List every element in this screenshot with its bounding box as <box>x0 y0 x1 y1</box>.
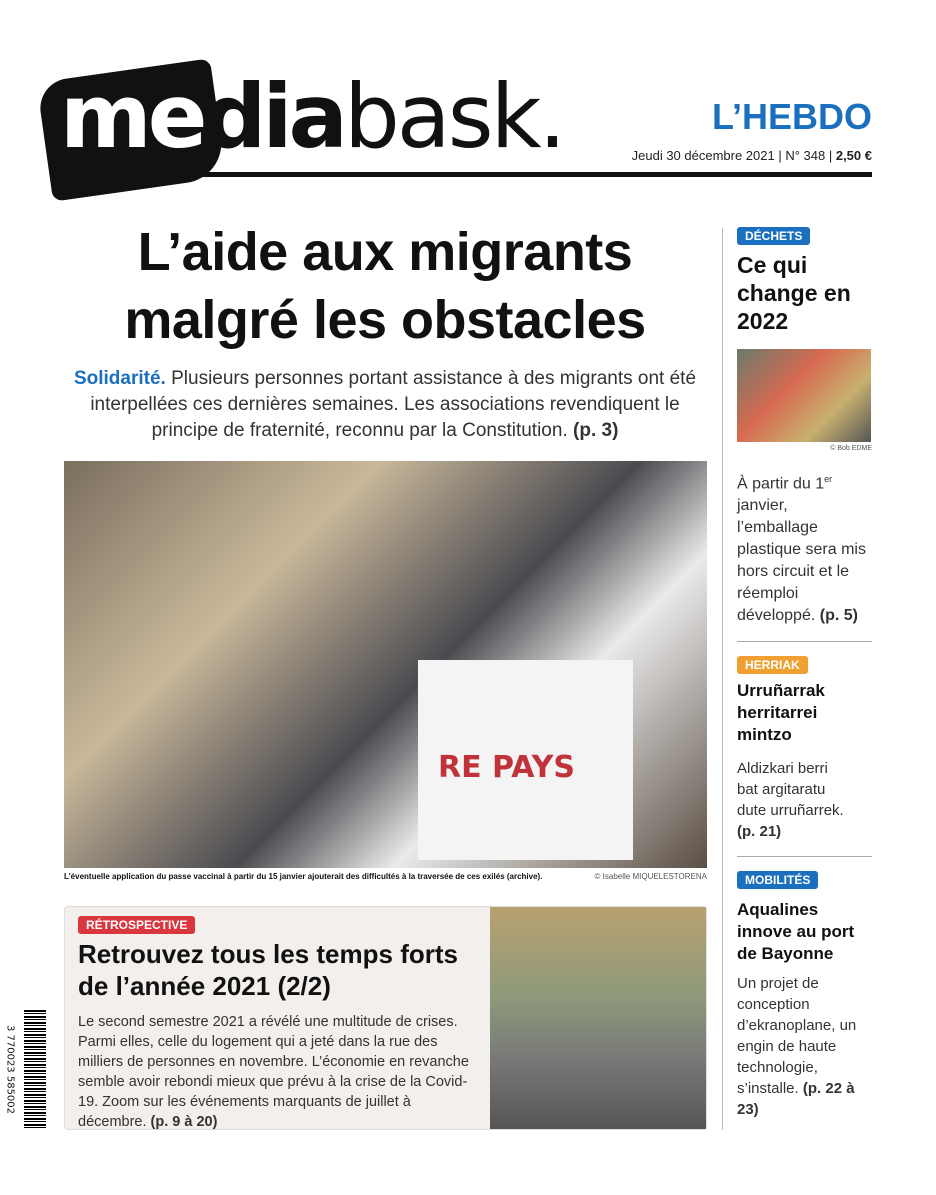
divider <box>737 641 872 642</box>
retro-tag: RÉTROSPECTIVE <box>78 916 195 934</box>
page-ref: (p. 5) <box>819 607 858 625</box>
sidebar-title[interactable]: Aqualines innove au port de Bayonne <box>737 900 855 964</box>
page-ref: (p. 9 à 20) <box>150 1114 218 1130</box>
kicker: Solidarité. <box>73 368 166 389</box>
body-text: À partir du 1 <box>737 475 825 493</box>
body-text: Un projet de conception d’ekranoplane, un engin de haute technologie, s’installe. <box>737 975 857 1098</box>
page-ref: (p. 21) <box>737 823 782 841</box>
lead-text <box>60 218 710 444</box>
lead-headline[interactable]: L’aide aux migrants malgré les obstacles <box>124 222 646 350</box>
page-ref: (p. 22 à 23) <box>737 1080 855 1119</box>
photo-credit: © Isabelle MIQUELESTORENA <box>594 872 707 881</box>
sidebar-title[interactable]: Urruñarrak herritarrei mintzo <box>737 681 825 745</box>
retro-text: Le second semestre 2021 a révélé une multitude de crises. Parmi elles, celle du logement qui a jeté dans la rue des milliers de personnes en novembre. L’économie en revanche semble avoir rebondi mieux que prévu à la crise de la Covid-19. Zoom sur les événements marquants de juillet à décembre. <box>78 1014 469 1130</box>
dateline: Jeudi 30 décembre 2021 | N° 348 | 2,50 € <box>631 148 872 163</box>
retro-photo <box>490 907 706 1129</box>
date: Jeudi 30 décembre 2021 <box>631 148 775 163</box>
sidebar-body <box>737 973 872 1120</box>
logo-part: dia <box>203 65 344 168</box>
retro-title[interactable]: Retrouvez tous les temps forts de l’année 2021 (2/2) <box>78 939 458 1001</box>
photo-caption: L’éventuelle application du passe vaccinal à partir du 15 janvier ajouterait des difficultés à la traversée de ces exilés (archive). <box>64 872 543 881</box>
page-ref: (p. 3) <box>573 420 619 441</box>
sidebar-tag: HERRIAK <box>737 656 808 674</box>
logo-part: me <box>60 65 204 168</box>
logo-suffix: bask. <box>343 65 564 168</box>
sidebar-tag: MOBILITÉS <box>737 871 818 889</box>
body-text: Aldizkari berri bat argitaratu dute urruñarrek. <box>737 760 844 820</box>
logo <box>60 62 564 172</box>
masthead-rule <box>180 172 872 177</box>
divider <box>737 856 872 857</box>
body-text: janvier, l’emballage plastique sera mis hors circuit et le réemploi développé. <box>737 497 866 625</box>
sidebar-tag: DÉCHETS <box>737 227 810 245</box>
issue-number: N° 348 <box>785 148 826 163</box>
price: 2,50 € <box>835 148 872 163</box>
edition-label: L’HEBDO <box>711 96 872 137</box>
market-photo <box>737 349 871 442</box>
barcode-number: 3 770023 585002 <box>4 1024 16 1115</box>
lede-text: Plusieurs personnes portant assistance à des migrants ont été interpellées ces dernières semaines. Les associations revendiquent le principe de fraternité, reconnu par la Constitution. <box>90 368 697 441</box>
sidebar <box>737 227 872 1120</box>
photo-credit: © Bob EDME <box>830 445 872 452</box>
superscript: er <box>824 474 833 484</box>
caption-line <box>64 872 707 882</box>
barcode <box>24 1010 46 1130</box>
retro-text-block <box>78 914 482 1132</box>
retro-body <box>78 1012 482 1132</box>
column-divider <box>722 228 723 1130</box>
sidebar-body <box>737 468 872 627</box>
banner-text: RE PAYS <box>438 750 575 785</box>
sidebar-body <box>737 758 847 842</box>
sidebar-title[interactable]: Ce qui change en 2022 <box>737 252 851 334</box>
lead-lede <box>60 366 710 444</box>
